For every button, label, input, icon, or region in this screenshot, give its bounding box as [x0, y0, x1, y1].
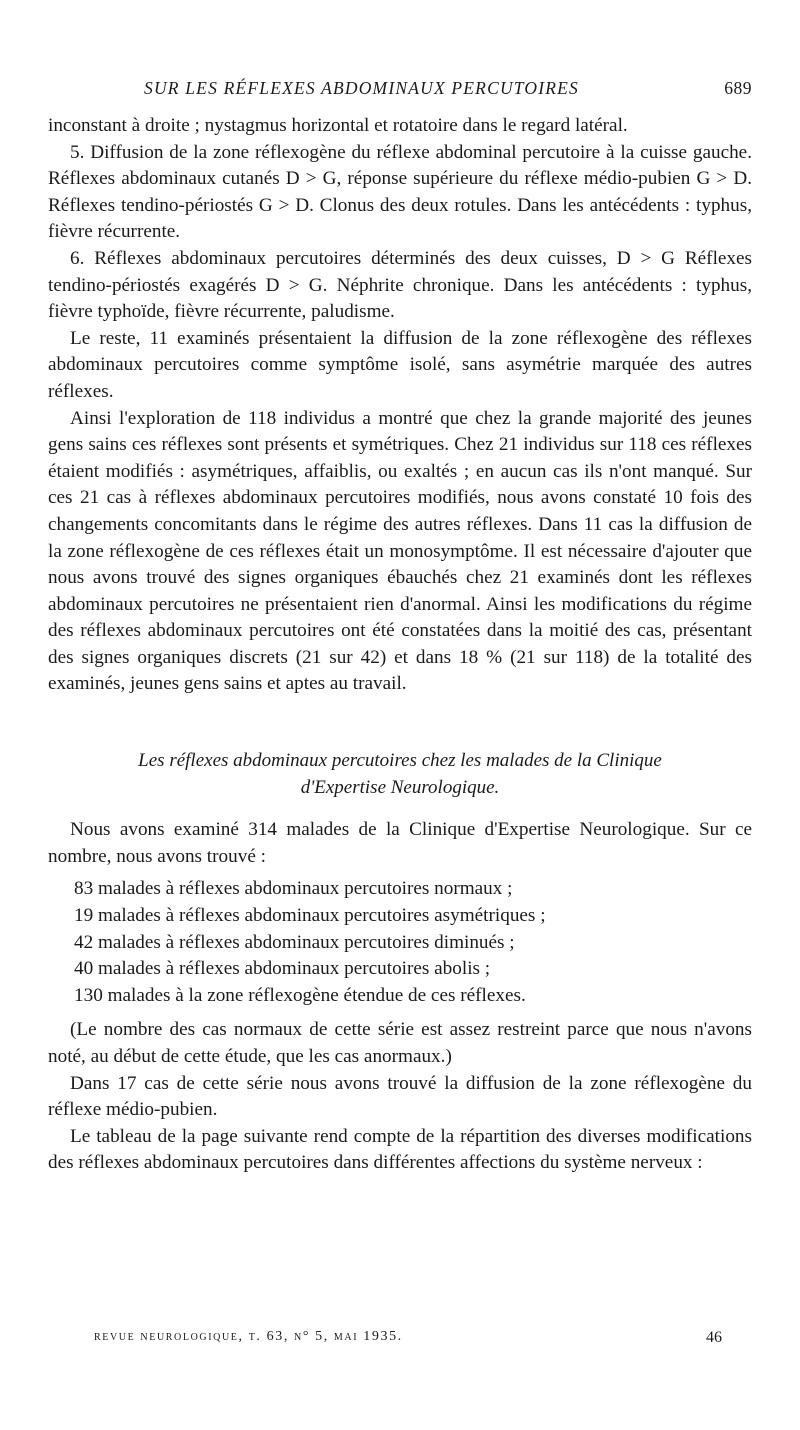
- running-title: SUR LES RÉFLEXES ABDOMINAUX PERCUTOIRES: [144, 78, 579, 98]
- paragraph-table-intro: Le tableau de la page suivante rend compte de la répartition des diverses modifications des réflexes abdominaux percutoires dans différentes affections du système nerveux :: [48, 1125, 752, 1174]
- sheet-number: 46: [706, 1329, 722, 1346]
- list-item: 42 malades à réflexes abdominaux percutoires diminués ;: [74, 931, 515, 953]
- paragraph-summary: Ainsi l'exploration de 118 individus a montré que chez la grande majorité des jeunes gens sains ces réflexes sont présents et symétriques. Chez 21 individus sur 118 ces réflexes étaient modifiés : asymétriques, affaiblis, ou exaltés ; en aucun cas ils n'ont manqué. Sur ces 21 cas à réflexes abdominaux percutoires modifiés, nous avons constaté 10 fois des changements concomitants dans le régime des autres réflexes. Dans 11 cas la diffusion de la zone réflexogène de ces réflexes était un monosymptôme. Il est nécessaire d'ajouter que nous avons trouvé des signes organiques ébauchés chez 21 examinés dont les réflexes abdominaux percutoires ne présentaient rien d'anormal. Ainsi les modifications du régime des réflexes abdominaux percutoires ont été constatées dans la moitié des cas, présentant des signes organiques discrets (21 sur 42) et dans 18 % (21 sur 118) de la totalité des examinés, jeunes gens sains et aptes au travail.: [48, 407, 752, 695]
- paragraph-case-5: 5. Diffusion de la zone réflexogène du réflexe abdominal percutoire à la cuisse gauche. Réflexes abdominaux cutanés D > G, réponse supérieure du réflexe médio-pubien G > D. Réflexes tendino-périostés G > D. Clonus des deux rotules. Dans les antécédents : typhus, fièvre récurrente.: [48, 141, 752, 243]
- body-text: [48, 113, 752, 1177]
- running-head: [48, 78, 752, 102]
- page-footer: [48, 1329, 752, 1351]
- journal-citation: revue neurologique, t. 63, n° 5, mai 1935.: [94, 1329, 403, 1344]
- section-caption-line-1: Les réflexes abdominaux percutoires chez les malades de la Clinique: [138, 750, 662, 772]
- section-caption-line-2: d'Expertise Neurologique.: [300, 776, 500, 798]
- paragraph-case-6: 6. Réflexes abdominaux percutoires déterminés des deux cuisses, D > G Réflexes tendino-périostés exagérés D > G. Néphrite chronique. Dans les antécédents : typhus, fièvre typhoïde, fièvre récurrente, paludisme.: [48, 247, 752, 323]
- case-list: [48, 876, 752, 1009]
- paragraph-continuation: inconstant à droite ; nystagmus horizontal et rotatoire dans le regard latéral.: [48, 115, 628, 136]
- list-item: 130 malades à la zone réflexogène étendue de ces réflexes.: [74, 984, 526, 1006]
- paragraph-intro: Nous avons examiné 314 malades de la Clinique d'Expertise Neurologique. Sur ce nombre, nous avons trouvé :: [48, 819, 752, 867]
- section-caption: [48, 748, 752, 801]
- list-item: 40 malades à réflexes abdominaux percutoires abolis ;: [74, 958, 491, 980]
- list-item: 19 malades à réflexes abdominaux percutoires asymétriques ;: [74, 905, 546, 927]
- list-item: 83 malades à réflexes abdominaux percutoires normaux ;: [74, 878, 513, 900]
- paragraph-medio-pubien: Dans 17 cas de cette série nous avons trouvé la diffusion de la zone réflexogène du réflexe médio-pubien.: [48, 1072, 752, 1121]
- paragraph-note: (Le nombre des cas normaux de cette série est assez restreint parce que nous n'avons noté, au début de cette étude, que les cas anormaux.): [48, 1019, 752, 1067]
- page-number: 689: [724, 78, 752, 98]
- paragraph-remaining: Le reste, 11 examinés présentaient la diffusion de la zone réflexogène des réflexes abdominaux percutoires comme symptôme isolé, sans asymétrie marquée des autres réflexes.: [48, 327, 752, 402]
